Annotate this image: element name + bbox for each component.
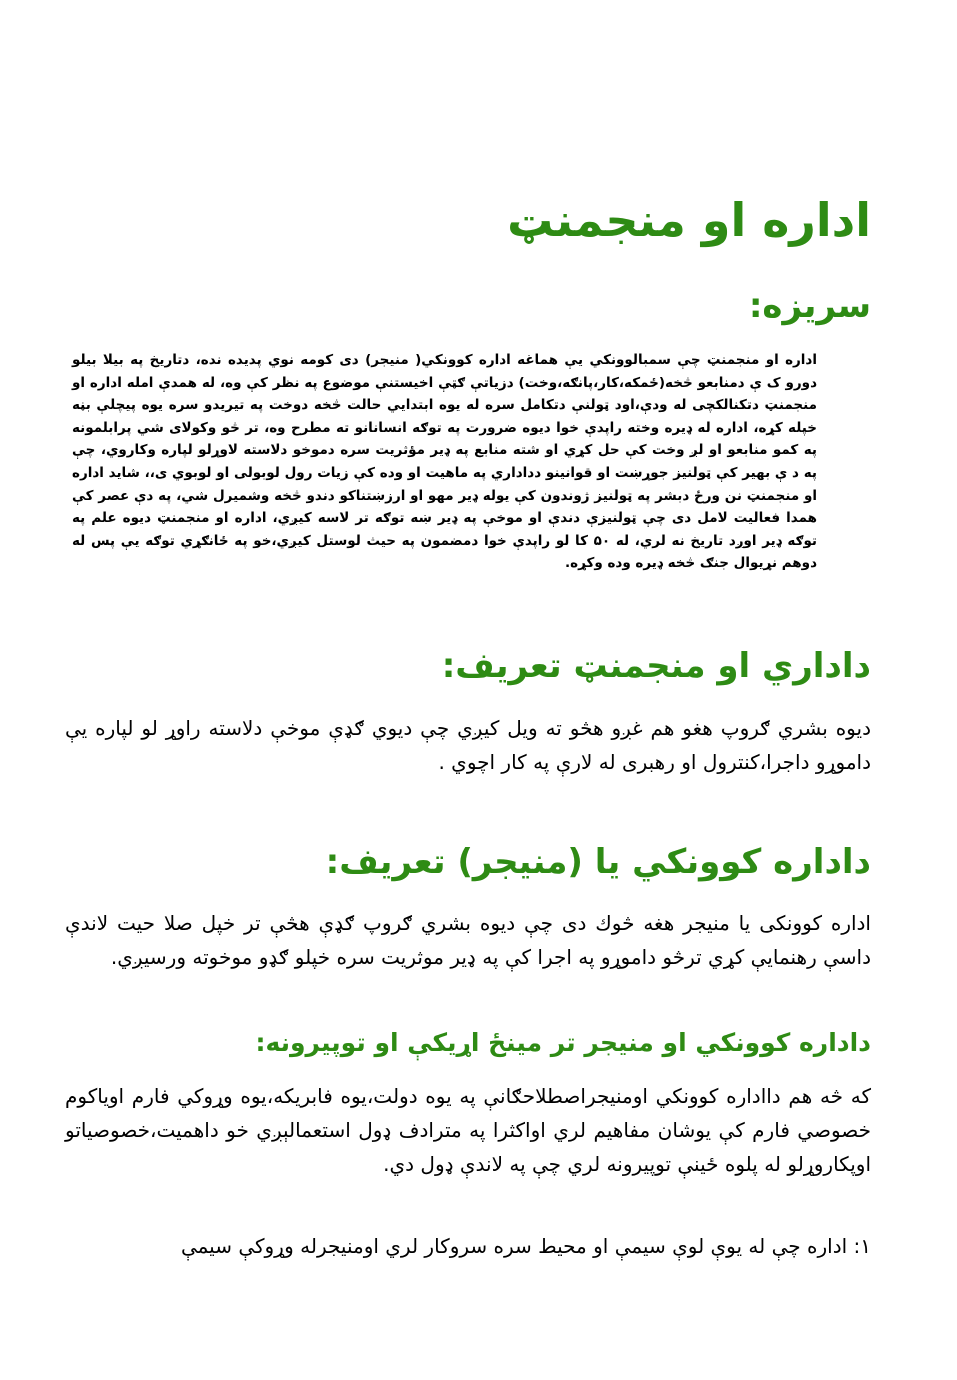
list-item-1: ۱: اداره چې له يوې لوې سيمې او محيط سره سروکار لري اومنيجرله وړوکې سيمې	[180, 1234, 871, 1258]
section-heading-management-definition: داداري او منجمنټ تعريف:	[441, 646, 871, 686]
intro-paragraph: اداره او منجمنټ چې سمبالوونکي يې هماغه اداره کوونکي( منيجر) دی کومه نوي پديده نده، دتاريخ په بيلا بيلو دورو ک ې دمنابعو څخه(ځمکه،کار،پانګه،وخت) دزياتې ګټې اخيستنې موضوع په نظر کې وه، له همدې امله اداره او منجمنټ دتکنالکچی له ودې،اود ټولنې دتکامل سره له يوه ابتدايي حالت څخه دوخت په تيريدو سره يوه پيچلې بڼه خپله کړه، اداره له ډيره وخته راپدې خوا ديوه ضرورت په توګه انسانانو ته مطرح وه، تر څو وکولای شي پرابلمونه په کمو منابعو او لږ وخت کې حل کړي او شته منابع په ډير مؤثريت سره دموخو دلاسته لاوړلو لپاره وکاروي، چې په د ې بهير کې ټولنيز جوړښت او قوانينو دداداري په ماهيت او وده کې زيات رول لوبولی او لوبوي ی،، شايد اداره او منجمنټ نن ورځ دبشر په ټولنيز ژوندون کې يوله ډير مهو او ارزښتناکو دندو څخه وشميرل شي، په دې عصر کې همدا فعاليت لامل دی چې ټولنيزې دندې او موخې په ډير ښه توګه تر لاسه کيږي، اداره او منجمنټ ديوه علم په توګه ډير اوږد تاريخ نه لري، له ۵۰ کا لو راپدې خوا دمضمون په حيث لوستل کيږي،خو په ځانګړي توګه يې پس له دوهم نړيوال جنګ څخه ډيره وده وکړه.	[72, 352, 817, 572]
section-text-management-definition: ديوه بشري ګروپ هغو هم غږو هڅو ته ويل کيږي چې ديوي ګډې موخې دلاسته راوړ لو لپاره يې داموړو داجرا،کنترول او رهبری له لارې په کار اچوي .	[65, 716, 871, 774]
intro-heading: سريزه:	[748, 286, 871, 326]
section-text-manager-definition: اداره کوونکی يا منيجر هغه څوك دی چې ديوه بشري ګروپ ګډې هڅې تر خپل صلا حيت لاندې داسې رهنمايې کړي ترڅو داموړو په اجرا کې په ډير موثريت سره خپلو ګډو موخوته ورسيږي.	[65, 911, 871, 969]
section-text-differences: كه څه هم دااداره کوونکي اومنيجراصطلاحګانې په يوه دولت،يوه فابريکه،يوه وړوکي فارم اوياکوم خصوصي فارم کې يوشان مفاهيم لري اواکثرا په مترادف ډول استعمالېږي خو داهميت،خصوصياتو اوپکاروړلو له پلوه ځينې توپيرونه لري چې په لاندې ډول دي.	[65, 1084, 871, 1176]
section-heading-manager-definition: داداره کوونکي يا (منيجر) تعريف:	[325, 842, 871, 882]
section-heading-differences: داداره کوونکي او منيجر تر مينځ اړيکې او توپيرونه:	[255, 1028, 871, 1057]
document-title: اداره او منجمنټ	[507, 193, 871, 247]
